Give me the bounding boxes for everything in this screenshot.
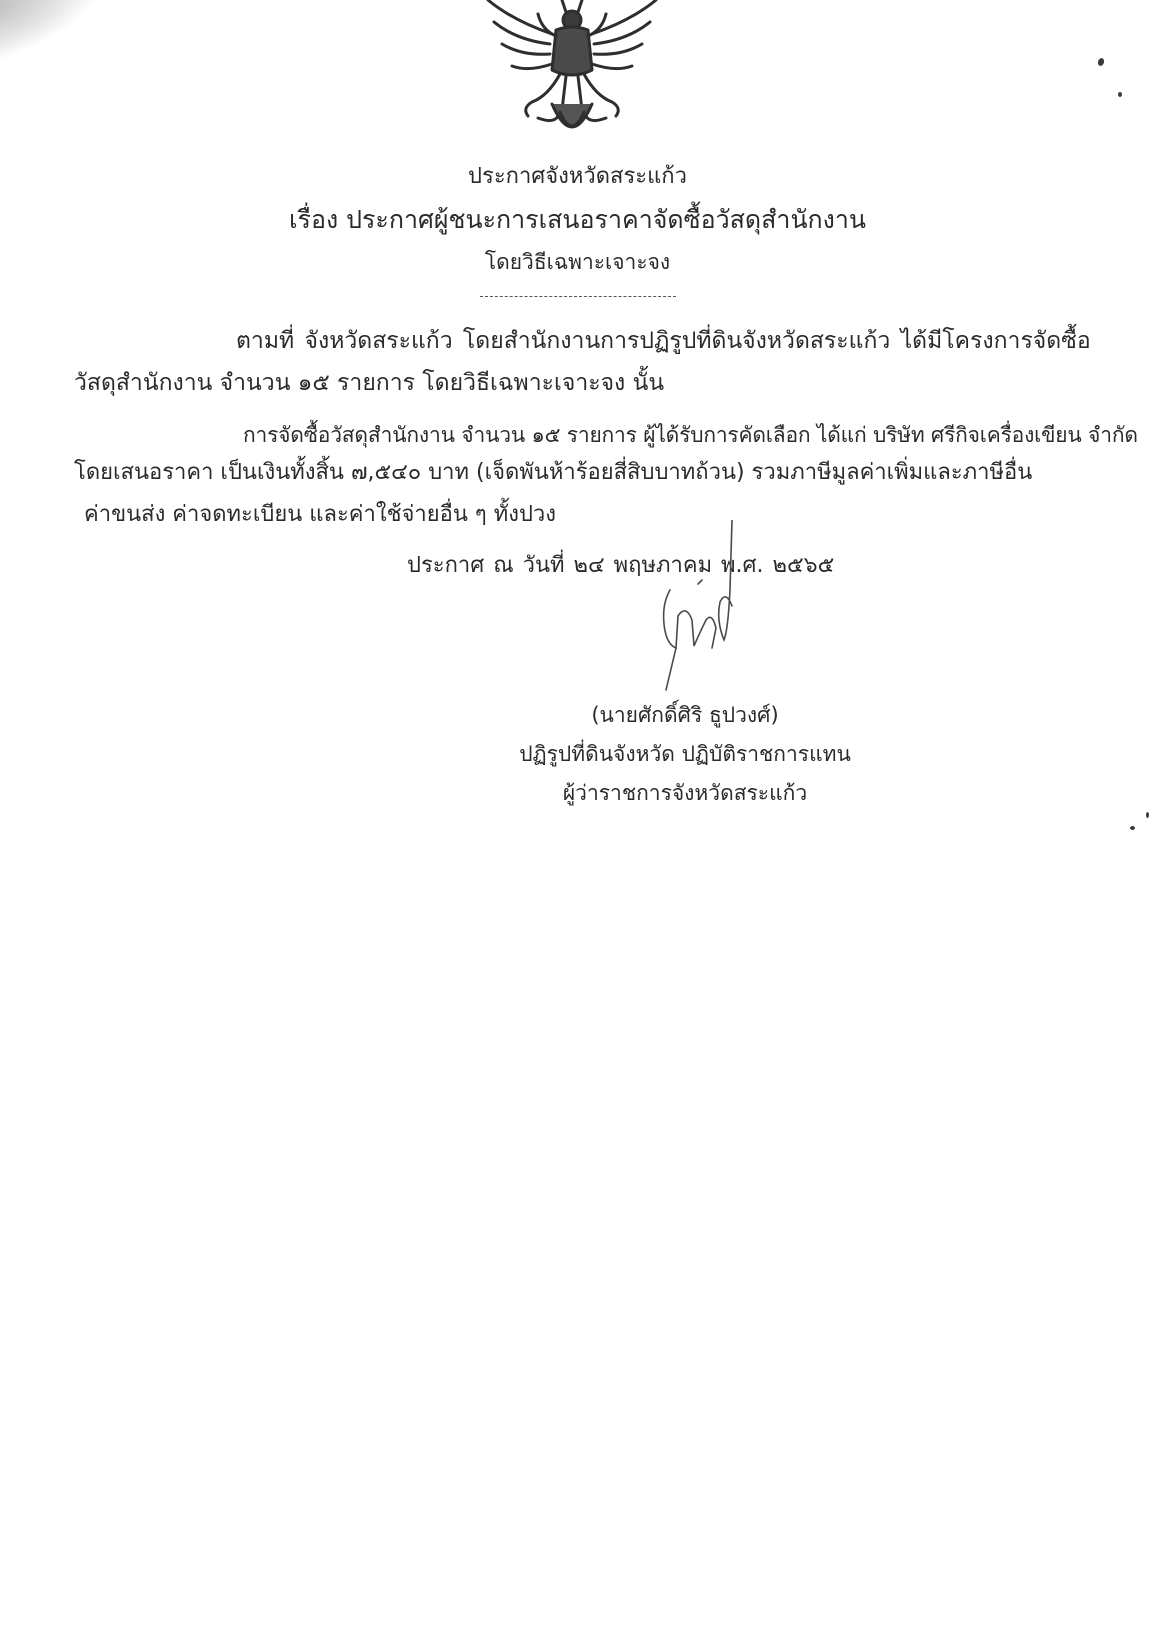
signatory-office: ผู้ว่าราชการจังหวัดสระแก้ว (562, 781, 808, 805)
handwritten-signature (640, 520, 760, 695)
paragraph-2-line-2: โดยเสนอราคา เป็นเงินทั้งสิ้น ๗,๕๔๐ บาท (เจ็ดพันห้าร้อยสี่สิบบาทถ้วน) รวมภาษีมูลค่าเพิ่มและภาษีอื่น (74, 460, 1033, 485)
scan-speck (1118, 92, 1122, 97)
announcement-subject: เรื่อง ประกาศผู้ชนะการเสนอราคาจัดซื้อวัสดุสำนักงาน (288, 205, 867, 234)
scan-corner-shadow (0, 0, 120, 74)
paragraph-1-line-2: วัสดุสำนักงาน จำนวน ๑๕ รายการ โดยวิธีเฉพาะเจาะจง นั้น (74, 370, 665, 396)
paragraph-1-line-1: ตามที่ จังหวัดสระแก้ว โดยสำนักงานการปฏิรูปที่ดินจังหวัดสระแก้ว ได้มีโครงการจัดซื้อ (236, 328, 1091, 354)
procurement-method: โดยวิธีเฉพาะเจาะจง (484, 250, 671, 274)
signatory-name: (นายศักดิ์ศิริ ธูปวงศ์) (591, 703, 779, 727)
paragraph-2-line-1: การจัดซื้อวัสดุสำนักงาน จำนวน ๑๕ รายการ ผู้ได้รับการคัดเลือก ได้แก่ บริษัท ศรีกิจเครื่องเขียน จำกัด (243, 423, 1138, 447)
scan-speck (1097, 57, 1105, 67)
signatory-position: ปฏิรูปที่ดินจังหวัด ปฏิบัติราชการแทน (519, 742, 851, 766)
paragraph-2-line-3: ค่าขนส่ง ค่าจดทะเบียน และค่าใช้จ่ายอื่น ๆ ทั้งปวง (84, 502, 557, 527)
title-divider (480, 296, 676, 297)
scan-speck (1130, 826, 1135, 830)
announcement-title: ประกาศจังหวัดสระแก้ว (468, 164, 687, 189)
announcement-date: ประกาศ ณ วันที่ ๒๔ พฤษภาคม พ.ศ. ๒๕๖๕ (407, 553, 835, 578)
garuda-emblem-icon (482, 0, 662, 155)
scan-speck (1146, 812, 1149, 818)
